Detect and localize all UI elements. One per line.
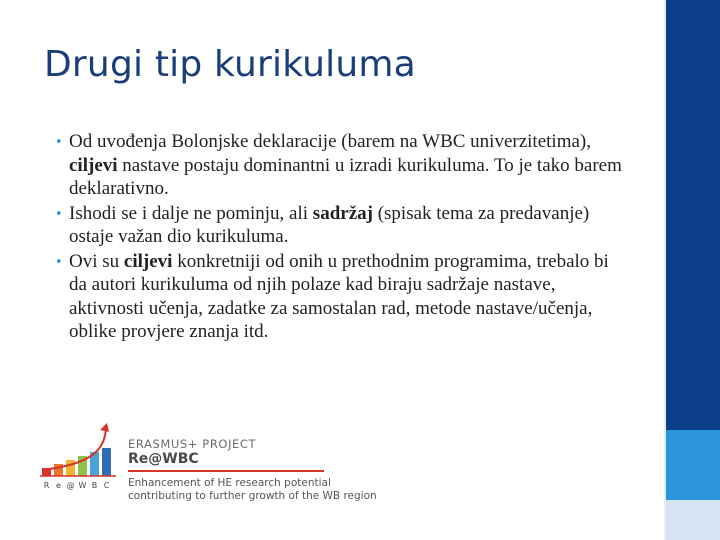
bullet-dot-icon: • (55, 254, 63, 270)
logo-bar (54, 464, 63, 476)
bullet-text: Ovi su (69, 250, 124, 272)
logo-bar-letter: e (56, 481, 61, 490)
bullet-item (52, 250, 627, 344)
logo-bar (66, 460, 75, 476)
sidebar-light-block (666, 500, 720, 540)
bullet-text: konkretniji od onih u prethodnim programima, trebalo bi da autori kurikuluma od njih polaze kad biraju sadržaje nastave, aktivnosti učenja, zadatke za samostalan rad, metode nastave/učenja, oblike provjere znanja itd. (69, 250, 609, 342)
bullet-dot-icon: • (55, 206, 63, 222)
bullet-emphasis: ciljevi (69, 154, 118, 176)
slide-title: Drugi tip kurikuluma (44, 44, 416, 85)
bullet-text: nastave postaju dominantni u izradi kurikuluma. To je tako barem deklarativno. (69, 154, 622, 199)
logo-project-label: ERASMUS+ PROJECT (128, 437, 257, 451)
logo-arrow-head (100, 423, 109, 432)
bullet-item (52, 202, 627, 249)
bullet-item (52, 130, 627, 201)
bullet-text: Od uvođenja Bolonjske deklaracije (barem na WBC univerzitetima), (69, 131, 591, 152)
logo-separator (128, 470, 324, 472)
logo-project-name: Re@WBC (128, 451, 199, 467)
bullet-text: Ishodi se i dalje ne pominju, ali (69, 202, 313, 224)
bullet-dot-icon: • (55, 135, 63, 150)
logo-bar-letter: C (103, 481, 110, 490)
logo-bar-letter: B (91, 481, 98, 490)
logo-bar (102, 448, 111, 476)
sidebar-accent-block (666, 430, 720, 500)
bullet-list (52, 130, 627, 345)
bullet-emphasis: ciljevi (123, 250, 173, 272)
bullet-text: (spisak tema za predavanje) ostaje važan dio kurikuluma. (69, 202, 590, 247)
logo-bar-letter: W (78, 481, 87, 490)
logo-bar-letter: @ (66, 481, 75, 490)
bullet-emphasis: sadržaj (312, 202, 373, 224)
logo-tagline-line1: Enhancement of HE research potential (128, 477, 331, 489)
logo-tagline (128, 477, 377, 502)
logo-bar-letter: R (43, 481, 50, 490)
logo-tagline-line2: contributing to further growth of the WB region (128, 489, 377, 502)
